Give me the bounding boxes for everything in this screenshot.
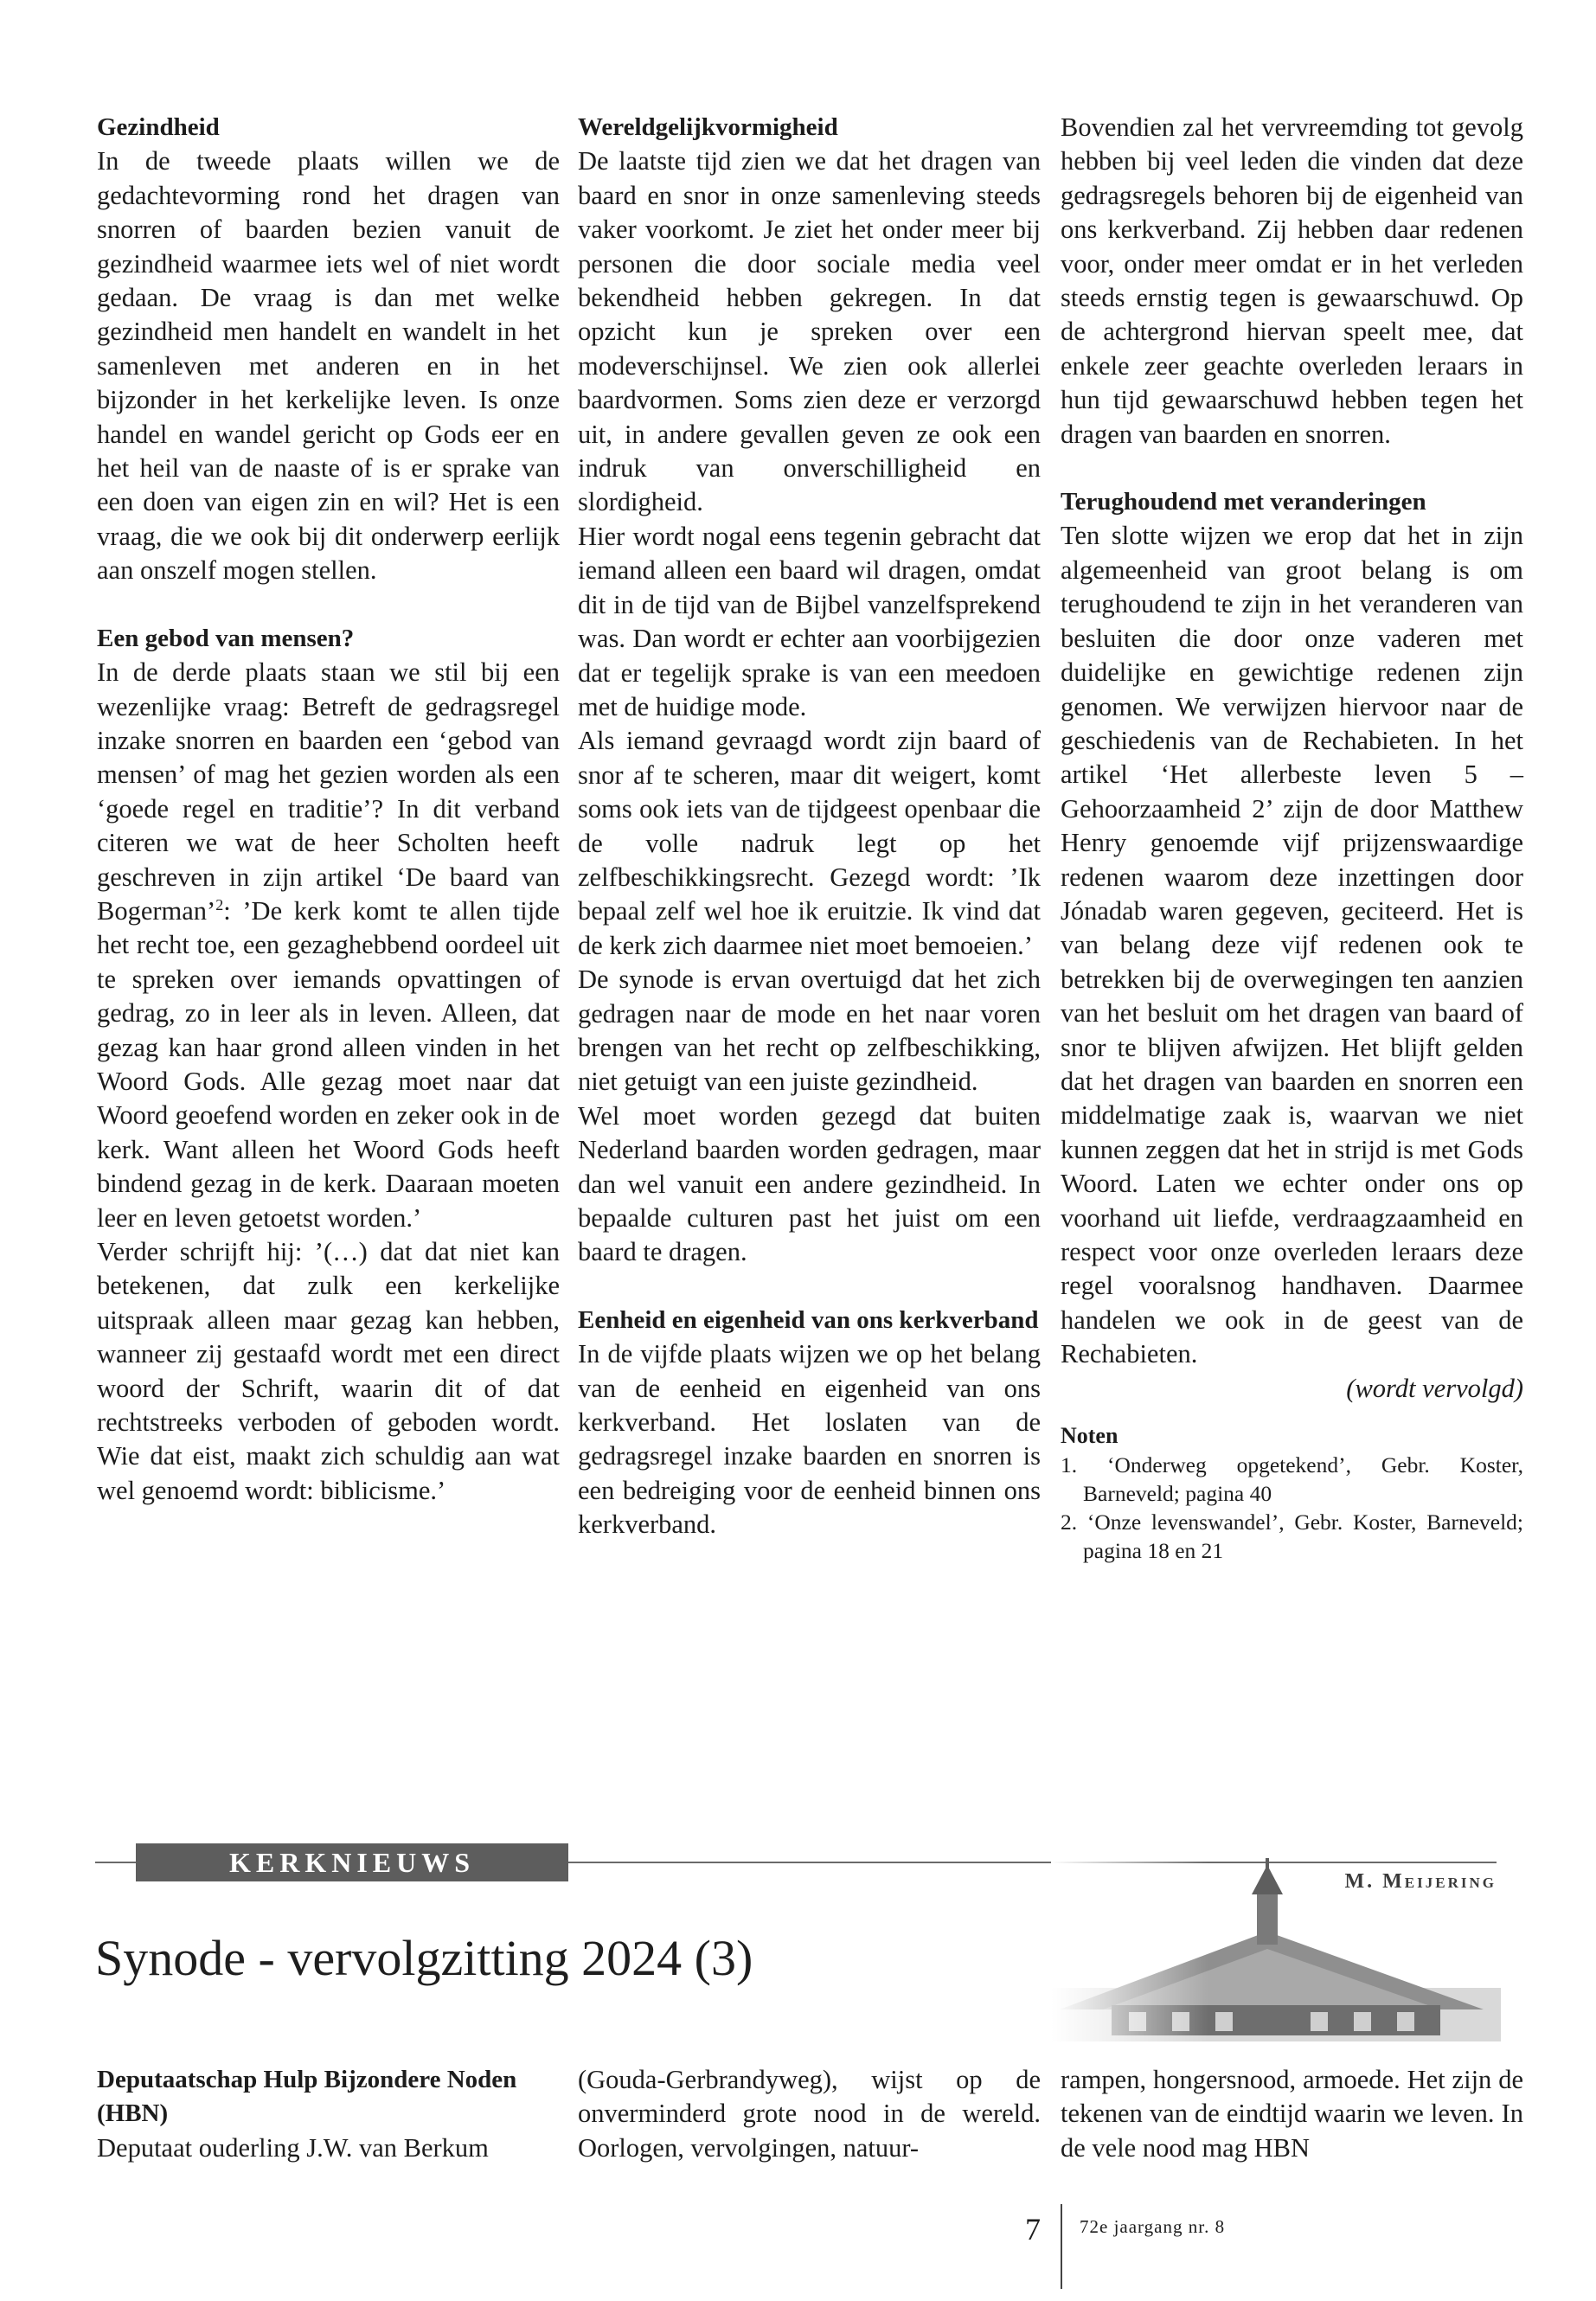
- bottom-column-1: [97, 2063, 560, 2165]
- footnote-2: 2. ‘Onze levenswandel’, Gebr. Koster, Barneveld; pagina 18 en 21: [1061, 1509, 1523, 1564]
- heading-terughoudend: Terughoudend met veranderingen: [1061, 488, 1426, 516]
- issue-info: 72e jaargang nr. 8: [1080, 2216, 1226, 2237]
- paragraph: De synode is ervan overtuigd dat het zich gedragen naar de mode en het naar voren brengen van het recht op zelfbeschikking, niet getuigt van een juiste gezindheid.: [578, 965, 1041, 1097]
- bottom-column-3: [1061, 2063, 1523, 2165]
- heading-hbn: Deputaatschap Hulp Bijzondere Noden (HBN): [97, 2066, 517, 2128]
- heading-gezindheid: Gezindheid: [97, 113, 220, 141]
- paragraph: De laatste tijd zien we dat het dragen van baard en snor in onze samenleving steeds vaker voorkomt. Je ziet het onder meer bij personen die door sociale media veel bekendheid hebben gekregen. In dat opzicht kun je spreken over een modeverschijnsel. We zien ook allerlei baardvormen. Soms zien deze er verzorgd uit, in andere gevallen geven ze ook een indruk van onverschilligheid en slordigheid.: [578, 146, 1041, 517]
- paragraph: In de tweede plaats willen we de gedachtevorming rond het dragen van snorren of baarden bezien vanuit de gezindheid waarmee iets wel of niet wordt gedaan. De vraag is dan met welke gezindheid men handelt en wandelt in het samenleven met anderen en in het bijzonder in het kerkelijke leven. Is onze handel en wandel gericht op Gods eer en het heil van de naaste of is er sprake van een doen van eigen zin en wil? Het is een vraag, die we ook bij dit onderwerp eerlijk aan onszelf mogen stellen.: [97, 146, 560, 586]
- paragraph: rampen, hongersnood, armoede. Het zijn de tekenen van de eindtijd waarin we leven. In de vele nood mag HBN: [1061, 2065, 1523, 2163]
- heading-gebod-van-mensen: Een gebod van mensen?: [97, 624, 355, 652]
- author-name: M. Meijering: [1344, 1870, 1497, 1893]
- paragraph: Bovendien zal het vervreemding tot gevolg hebben bij veel leden die vinden dat deze gedragsregels behoren bij de eigenheid van ons kerkverband. Zij hebben daar redenen voor, onder meer omdat er in het verleden steeds ernstig tegen is gewaarschuwd. Op de achtergrond hiervan speelt mee, dat enkele zeer geachte overleden leraars in hun tijd gewaarschuwd hebben tegen het dragen van baarden en snorren.: [1061, 112, 1523, 449]
- paragraph: Deputaat ouderling J.W. van Berkum: [97, 2132, 489, 2163]
- paragraph: [97, 656, 560, 1235]
- article-title: Synode - vervolgzitting 2024 (3): [95, 1930, 753, 1986]
- notes-title: Noten: [1061, 1423, 1118, 1449]
- footnote-ref: 2: [215, 895, 224, 913]
- bottom-column-2: [578, 2063, 1041, 2165]
- article-column-2: [578, 111, 1041, 1542]
- to-be-continued: (wordt vervolgd): [1346, 1373, 1523, 1403]
- footer-divider: [1061, 2204, 1062, 2289]
- footnote-1: 1. ‘Onderweg opgetekend’, Gebr. Koster, Barneveld; pagina 40: [1061, 1452, 1523, 1507]
- heading-wereldgelijkvormigheid: Wereldgelijkvormigheid: [578, 113, 838, 141]
- paragraph: Als iemand gevraagd wordt zijn baard of snor af te scheren, maar dit weigert, komt soms ook iets van de tijdgeest openbaar die de volle nadruk legt op het zelfbeschikkingsrecht. Gezegd wordt: ’Ik bepaal zelf wel hoe ik eruitzie. Ik vind dat de kerk zich daarmee niet moet bemoeien.’: [578, 726, 1041, 960]
- paragraph: Ten slotte wijzen we erop dat het in zijn algemeenheid van groot belang is om terughoudend te zijn in het veranderen van besluiten die door onze vaderen met duidelijke en gewichtige redenen zijn genomen. We verwijzen hiervoor naar de geschiedenis van de Rechabieten. In het artikel ‘Het allerbeste leven 5 – Gehoorzaamheid 2’ zijn de door Matthew Henry genoemde vijf prijzenswaardige redenen waarom deze inzettingen door Jónadab waren gegeven, geciteerd. Het is van belang deze vijf redenen ook te betrekken bij de overwegingen ten aanzien van het besluit om het dragen van baard of snor te blijven afwijzen. Het blijft gelden dat het dragen van baarden en snorren een middelmatige zaak is, waarvan we niet kunnen zeggen dat het in strijd is met Gods Woord. Laten we echter onder ons op voorhand uit liefde, verdraagzaamheid en respect voor onze overleden leraars deze regel vooralsnog handhaven. Daarmee handelen we ook in de geest van de Rechabieten.: [1061, 521, 1523, 1369]
- article-column-1: [97, 111, 560, 1508]
- paragraph: (Gouda-Gerbrandyweg), wijst op de onverminderd grote nood in de wereld. Oorlogen, vervolgingen, natuur-: [578, 2065, 1041, 2163]
- paragraph: In de vijfde plaats wijzen we op het belang van de eenheid en eigenheid van ons kerkverband. Het loslaten van de gedragsregel inzake baarden en snorren is een bedreiging voor de eenheid binnen ons kerkverband.: [578, 1339, 1041, 1540]
- section-banner: KERKNIEUWS: [136, 1843, 568, 1881]
- paragraph: Verder schrijft hij: ’(…) dat dat niet kan betekenen, dat zulk een kerkelijke uitspraak alleen maar gezag kan hebben, wanneer zij gestaafd wordt met een direct woord der Schrift, waarin dit of dat rechtstreeks verboden of geboden wordt. Wie dat eist, maakt zich schuldig aan wat wel genoemd wordt: biblicisme.’: [97, 1237, 560, 1505]
- page-number: 7: [1025, 2212, 1041, 2247]
- article-column-3: [1061, 111, 1523, 1565]
- paragraph: Hier wordt nogal eens tegenin gebracht dat iemand alleen een baard wil dragen, omdat dit in de tijd van de Bijbel vanzelfsprekend was. Dan wordt er echter aan voorbijgezien dat er tegelijk sprake is van een meedoen met de huidige mode.: [578, 521, 1041, 721]
- paragraph: Wel moet worden gezegd dat buiten Nederland baarden worden gedragen, maar dan wel vanuit een andere gezindheid. In bepaalde culturen past het juist om een baard te dragen.: [578, 1100, 1041, 1267]
- paragraph-part: : ’De kerk komt te allen tijde het recht toe, een gezaghebbend oordeel uit te spreken over iemands opvattingen of gedrag, zo in leer als in leven. Alleen, dat gezag kan haar grond alleen vinden in het Woord Gods. Alle gezag moet naar dat Woord geoefend worden en zeker ook in de kerk. Want alleen het Woord Gods heeft bindend gezag in de kerk. Daaraan moeten leer en leven getoetst worden.’: [97, 895, 560, 1233]
- heading-eenheid-eigenheid: Eenheid en eigenheid van ons kerkverband: [578, 1305, 1039, 1334]
- paragraph-part: In de derde plaats staan we stil bij een wezenlijke vraag: Betreft de gedragsregel inzake snorren en baarden een ‘gebod van mensen’ of mag het gezien worden als een ‘goede regel en traditie’? In dit verband citeren we wat de heer Scholten heeft geschreven in zijn artikel ‘De baard van Bogerman’: [97, 657, 560, 926]
